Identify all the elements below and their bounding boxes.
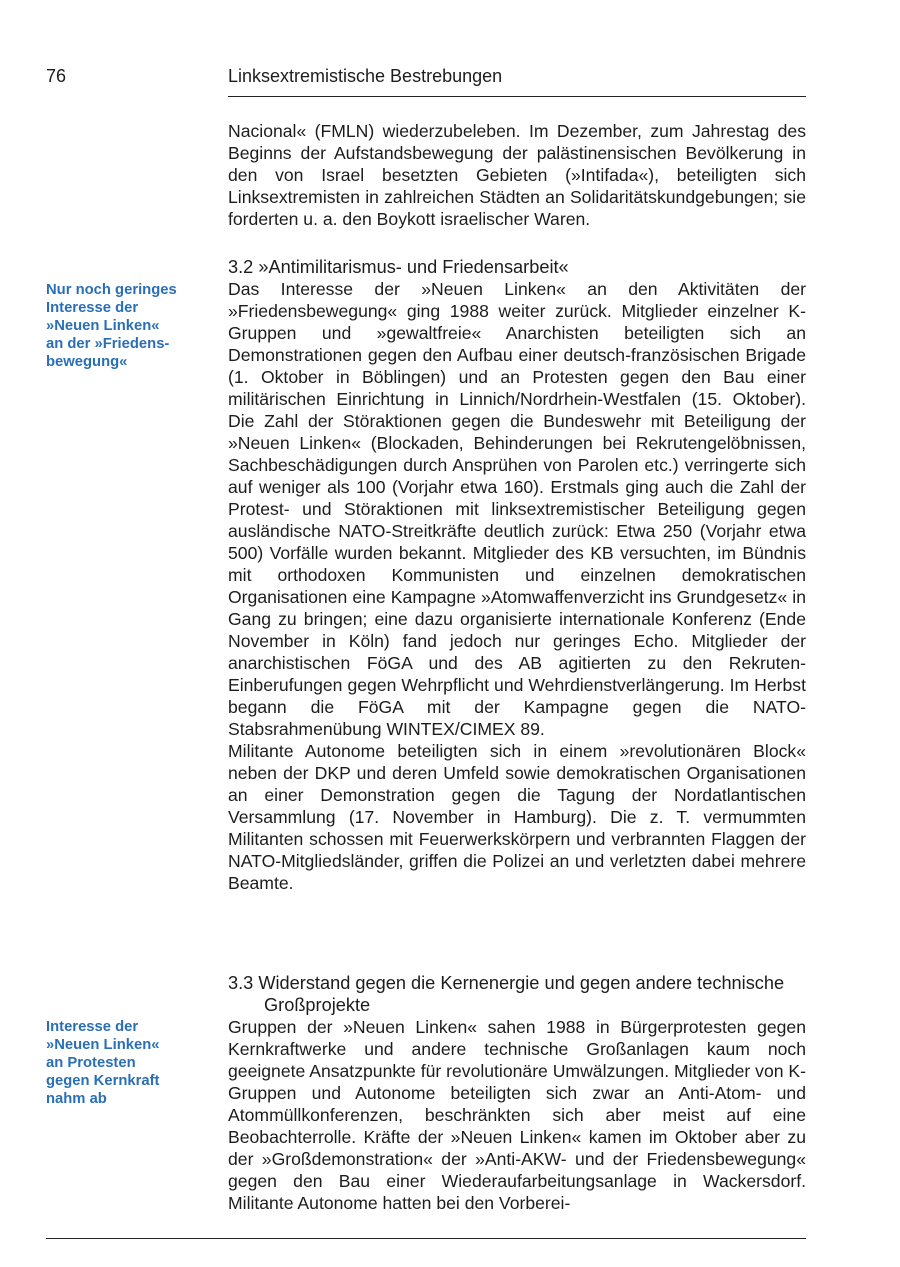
section-3-2-paragraph-1: Das Interesse der »Neuen Linken« an den Aktivitäten der »Friedensbewegung« ging 1988 weiter zurück. Mitglieder einzelner K-Gruppen und »gewaltfreie« Anarchisten beteiligten sich an Demonstrationen gegen den Aufbau einer deutsch-französischen Brigade (1. Oktober in Böblingen) und an Protesten gegen den Bau einer militärischen Einrichtung in Linnich/Nordrhein-Westfalen (15. Oktober). Die Zahl der Störaktionen gegen die Bundeswehr mit Beteiligung der »Neuen Linken« (Blockaden, Behinderungen bei Rekrutengelöbnissen, Sachbeschädigungen durch Ansprühen von Parolen etc.) verringerte sich auf weniger als 100 (Vorjahr etwa 160). Erstmals ging auch die Zahl der Protest- und Störaktionen mit linksextremistischer Beteiligung gegen ausländische NATO-Streitkräfte deutlich zurück: Etwa 250 (Vorjahr etwa 500) Vorfälle wurden bekannt. Mitglieder des KB versuchten, im Bündnis mit orthodoxen Kommunisten und einzelnen demokratischen Organisationen eine Kampagne »Atomwaffenverzicht ins Grundgesetz« in Gang zu bringen; eine dazu organisierte internationale Konferenz (Ende November in Köln) fand jedoch nur geringes Echo. Mitglieder der anarchistischen FöGA und des AB agitierten zu den Rekruten-Einberufungen gegen Wehrpflicht und Wehrdienstverlängerung. Im Herbst begann die FöGA mit der Kampagne gegen die NATO-Stabsrahmenübung WINTEX/CIMEX 89. (228, 279, 806, 739)
section-3-3 (228, 972, 806, 1214)
intro-paragraph: Nacional« (FMLN) wiederzubeleben. Im Dezember, zum Jahrestag des Beginns der Aufstandsbewegung der palästinensischen Bevölkerung in den von Israel besetzten Gebieten (»Intifada«), beteiligten sich Linksextremisten in zahlreichen Städten an Solidaritätskundgebungen; sie forderten u. a. den Boykott israelischer Waren. (228, 121, 806, 229)
section-3-2-paragraph-2: Militante Autonome beteiligten sich in einem »revolutionären Block« neben der DKP und deren Umfeld sowie demokratischen Organisationen an einer Demonstration gegen die Tagung der Nordatlantischen Versammlung (17. November in Hamburg). Die z. T. vermummten Militanten schossen mit Feuerwerkskörpern und verbrannten Flaggen der NATO-Mitgliedsländer, griffen die Polizei an und verletzten dabei mehrere Beamte. (228, 741, 806, 893)
header-rule (228, 96, 806, 97)
margin-note-friedensbewegung: Nur noch geringes Interesse der »Neuen Linken« an der »Friedens- bewegung« (46, 282, 177, 370)
section-3-2 (228, 256, 806, 894)
intro-paragraph-block (228, 120, 806, 230)
running-head: Linksextremistische Bestrebungen (228, 66, 503, 86)
page-number: 76 (46, 66, 67, 86)
section-3-3-paragraph-1: Gruppen der »Neuen Linken« sahen 1988 in Bürgerprotesten gegen Kernkraftwerke und andere technische Großanlagen kaum noch geeignete Ansatzpunkte für revolutionäre Umwälzungen. Mitglieder von K-Gruppen und Autonome beteiligten sich zwar an Anti-Atom- und Atommüllkonferenzen, beschränkten sich aber meist auf eine Beobachterrolle. Kräfte der »Neuen Linken« kamen im Oktober aber zu der »Großdemonstration« der »Anti-AKW- und der Friedensbewegung« gegen den Bau einer Wiederaufarbeitungsanlage in Wackersdorf. Militante Autonome hatten bei den Vorberei- (228, 1017, 806, 1213)
section-heading-3-3: 3.3 Widerstand gegen die Kernenergie und gegen andere technische Großprojekte (228, 973, 785, 1015)
footer-rule (46, 1238, 806, 1239)
section-heading-3-2: 3.2 »Antimilitarismus- und Friedensarbeit« (228, 257, 569, 277)
margin-note-kernkraft: Interesse der »Neuen Linken« an Protesten gegen Kernkraft nahm ab (46, 1019, 160, 1107)
